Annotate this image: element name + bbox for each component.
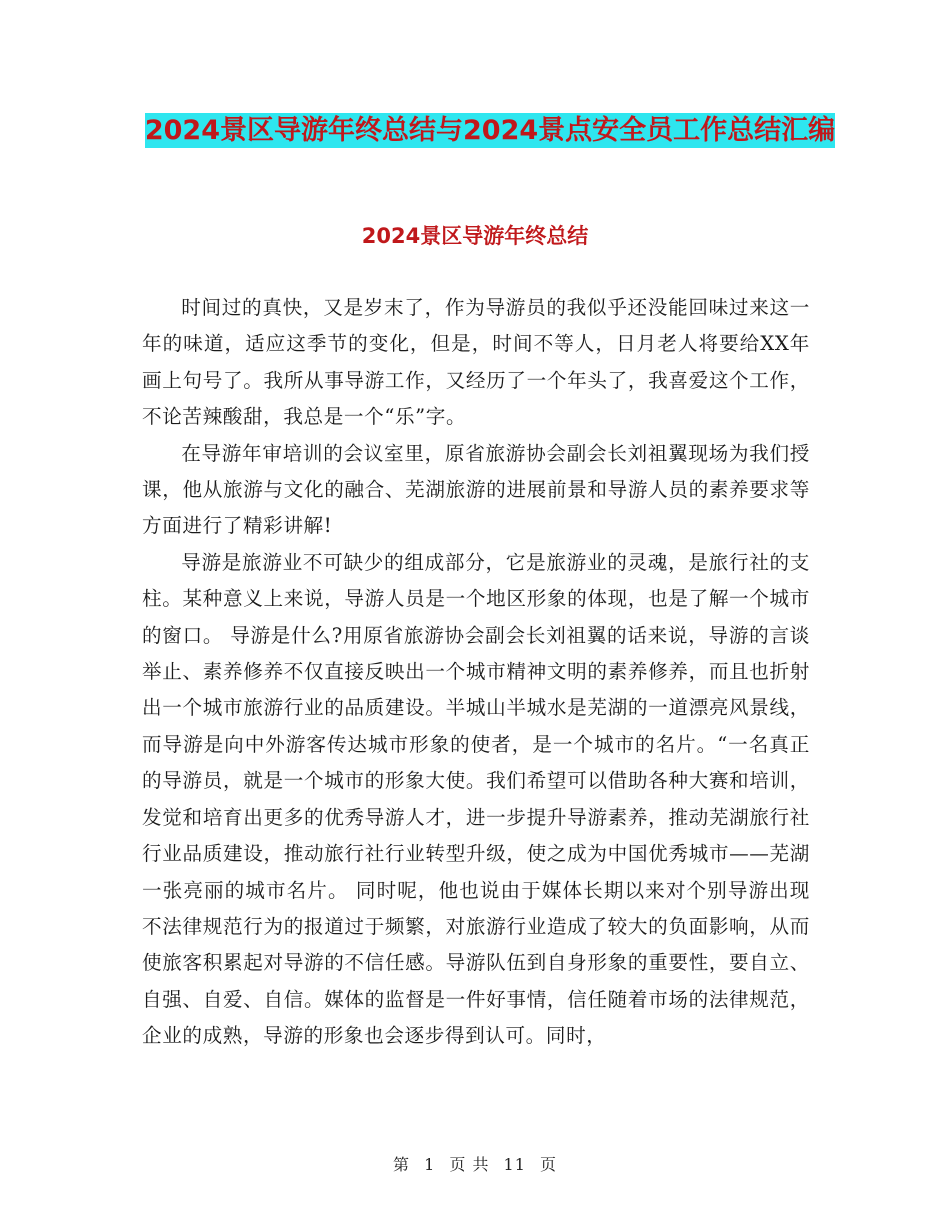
paragraph-2: 在导游年审培训的会议室里，原省旅游协会副会长刘祖翼现场为我们授课，他从旅游与文化的融合、芜湖旅游的进展前景和导游人员的素养要求等方面进行了精彩讲解! (142, 441, 810, 538)
footer-middle: 页 共 (449, 1155, 490, 1174)
paragraph-3: 导游是旅游业不可缺少的组成部分，它是旅游业的灵魂，是旅行社的支柱。某种意义上来说，导游人员是一个地区形象的体现，也是了解一个城市的窗口。 导游是什么?用原省旅游协会副会长刘祖翼的话来说，导游的言谈举止、素养修养不仅直接反映出一个城市精神文明的素养修养，而且也折射出一个城市旅游行业的品质建设。半城山半城水是芜湖的一道漂亮风景线，而导游是向中外游客传达城市形象的使者，是一个城市的名片。“一名真正的导游员，就是一个城市的形象大使。我们希望可以借助各种大赛和培训，发觉和培育出更多的优秀导游人才，进一步提升导游素养，推动芜湖旅行社行业品质建设，推动旅行社行业转型升级，使之成为中国优秀城市——芜湖一张亮丽的城市名片。 同时呢，他也说由于媒体长期以来对个别导游出现不法律规范行为的报道过于频繁，对旅游行业造成了较大的负面影响，从而使旅客积累起对导游的不信任感。导游队伍到自身形象的重要性，要自立、自强、自爱、自信。媒体的监督是一件好事情，信任随着市场的法律规范，企业的成熟，导游的形象也会逐步得到认可。同时， (142, 550, 810, 1048)
page-footer (0, 1152, 950, 1175)
paragraph-1: 时间过的真快，又是岁末了，作为导游员的我似乎还没能回味过来这一年的味道，适应这季节的变化，但是，时间不等人，日月老人将要给XX年画上句号了。我所从事导游工作，又经历了一个年头了，我喜爱这个工作，不论苦辣酸甜，我总是一个“乐”字。 (142, 296, 810, 429)
section-title: 2024景区导游年终总结 (361, 224, 589, 248)
footer-prefix: 第 (392, 1155, 410, 1174)
document-title-text: 2024景区导游年终总结与2024景点安全员工作总结汇编 (144, 115, 836, 146)
footer-total-pages: 11 (503, 1155, 526, 1174)
document-title (140, 108, 840, 154)
body-text (142, 290, 810, 1055)
footer-page-number: 1 (424, 1155, 436, 1174)
footer-suffix: 页 (540, 1155, 558, 1174)
